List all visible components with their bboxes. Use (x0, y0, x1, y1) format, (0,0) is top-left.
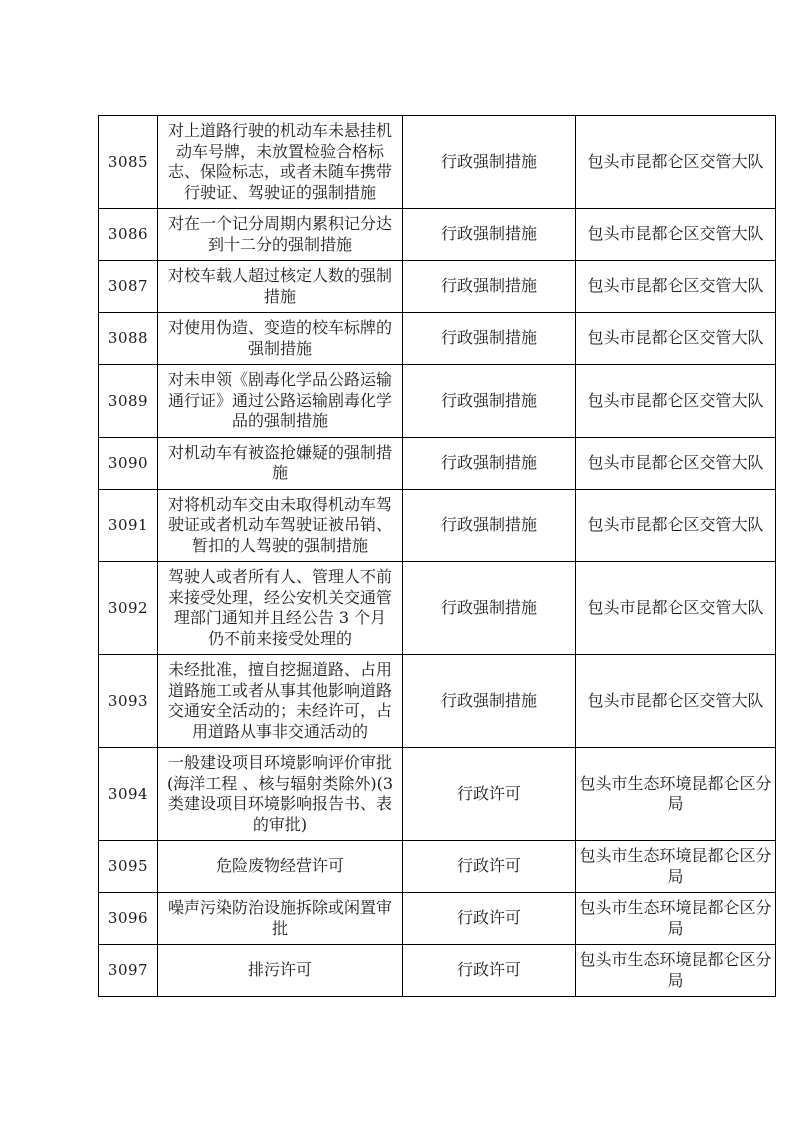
item-department-cell (576, 748, 776, 841)
item-type: 行政强制措施 (440, 515, 537, 534)
item-code-cell (99, 562, 158, 655)
item-code: 3090 (107, 453, 149, 472)
item-code: 3085 (107, 152, 149, 171)
item-type-cell (403, 437, 576, 489)
item-matter: 危险废物经营许可 (215, 856, 344, 876)
item-department-cell (576, 116, 776, 209)
table-row (99, 655, 776, 748)
item-matter: 排污许可 (247, 960, 312, 980)
item-code-cell (99, 655, 158, 748)
item-matter-cell (158, 313, 403, 365)
item-type: 行政强制措施 (440, 276, 537, 296)
table-row (99, 562, 776, 655)
approval-items-table-body (99, 116, 776, 997)
item-type-cell (403, 116, 576, 209)
item-department-cell (576, 945, 776, 997)
item-code: 3088 (107, 329, 149, 348)
item-matter-cell (158, 841, 403, 893)
item-type-cell (403, 313, 576, 365)
item-code-cell (99, 489, 158, 562)
item-type-cell (403, 562, 576, 655)
item-department-cell (576, 365, 776, 438)
table-row (99, 489, 776, 562)
table-row (99, 841, 776, 893)
item-matter-cell (158, 893, 403, 945)
item-matter: 对未申领《剧毒化学品公路运输通行证》通过公路运输剧毒化学品的强制措施 (167, 370, 392, 430)
item-department-cell (576, 437, 776, 489)
item-code: 3097 (107, 961, 149, 980)
item-type: 行政强制措施 (440, 390, 537, 410)
item-department-cell (576, 562, 776, 655)
item-matter-cell (158, 209, 403, 261)
item-matter: 一般建设项目环境影响评价审批(海洋工程 、核与辐射类除外)(3 类建设项目环境影响报告书、表的审批) (167, 753, 393, 834)
item-type-cell (403, 841, 576, 893)
item-code: 3095 (107, 857, 149, 876)
table-row (99, 365, 776, 438)
item-type: 行政强制措施 (440, 151, 537, 171)
item-department-cell (576, 841, 776, 893)
item-type-cell (403, 209, 576, 261)
item-type-cell (403, 748, 576, 841)
item-type: 行政强制措施 (440, 224, 537, 244)
item-department: 包头市昆都仑区交管大队 (587, 597, 764, 617)
item-type: 行政强制措施 (440, 597, 537, 617)
item-matter-cell (158, 945, 403, 997)
item-department: 包头市昆都仑区交管大队 (587, 690, 764, 710)
item-code-cell (99, 116, 158, 209)
item-matter: 对校车载人超过核定人数的强制措施 (167, 266, 392, 306)
item-department: 包头市生态环境昆都仑区分局 (579, 773, 772, 813)
item-code-cell (99, 313, 158, 365)
item-matter-cell (158, 489, 403, 562)
item-type-cell (403, 489, 576, 562)
item-matter: 对使用伪造、变造的校车标牌的强制措施 (167, 318, 392, 358)
item-matter-cell (158, 116, 403, 209)
table-row (99, 893, 776, 945)
item-department-cell (576, 261, 776, 313)
item-department-cell (576, 209, 776, 261)
item-code-cell (99, 893, 158, 945)
item-type: 行政许可 (456, 960, 521, 980)
item-matter: 对上道路行驶的机动车未悬挂机动车号牌，未放置检验合格标志、保险标志，或者未随车携带行驶证、驾驶证的强制措施 (167, 121, 392, 202)
item-department-cell (576, 655, 776, 748)
item-matter: 对将机动车交由未取得机动车驾驶证或者机动车驾驶证被吊销、暂扣的人驾驶的强制措施 (167, 494, 392, 555)
item-matter-cell (158, 748, 403, 841)
item-type-cell (403, 893, 576, 945)
item-code-cell (99, 748, 158, 841)
item-type-cell (403, 655, 576, 748)
table-row (99, 437, 776, 489)
item-department-cell (576, 489, 776, 562)
item-code-cell (99, 945, 158, 997)
item-matter-cell (158, 655, 403, 748)
item-code: 3087 (107, 277, 149, 296)
item-code-cell (99, 209, 158, 261)
item-type: 行政强制措施 (440, 690, 537, 710)
item-type: 行政许可 (456, 783, 521, 803)
table-row (99, 313, 776, 365)
item-department: 包头市昆都仑区交管大队 (587, 515, 764, 534)
item-department: 包头市昆都仑区交管大队 (587, 276, 764, 296)
item-department: 包头市生态环境昆都仑区分局 (579, 950, 772, 990)
item-code-cell (99, 365, 158, 438)
item-matter: 驾驶人或者所有人、管理人不前来接受处理，经公安机关交通管理部门通知并且经公告 3 个月仍不前来接受处理的 (167, 567, 392, 648)
item-department: 包头市生态环境昆都仑区分局 (579, 898, 772, 938)
item-matter: 对在一个记分周期内累积记分达到十二分的强制措施 (167, 214, 392, 254)
item-matter-cell (158, 562, 403, 655)
item-matter: 对机动车有被盗抢嫌疑的强制措施 (167, 442, 392, 482)
item-code: 3086 (107, 225, 149, 244)
item-code: 3093 (107, 691, 149, 710)
item-code: 3089 (107, 391, 149, 410)
item-department: 包头市昆都仑区交管大队 (587, 224, 764, 244)
item-type: 行政强制措施 (440, 328, 537, 348)
table-row (99, 261, 776, 313)
item-code-cell (99, 437, 158, 489)
item-type-cell (403, 365, 576, 438)
item-code-cell (99, 841, 158, 893)
approval-items-table (98, 115, 776, 997)
item-department: 包头市昆都仑区交管大队 (587, 328, 764, 348)
item-matter: 未经批准，擅自挖掘道路、占用道路施工或者从事其他影响道路交通安全活动的；未经许可，占用道路从事非交通活动的 (167, 660, 392, 741)
item-code-cell (99, 261, 158, 313)
table-row (99, 945, 776, 997)
table-row (99, 209, 776, 261)
item-type: 行政许可 (456, 856, 521, 876)
item-department-cell (576, 893, 776, 945)
item-type: 行政许可 (456, 908, 521, 928)
item-department: 包头市昆都仑区交管大队 (587, 452, 764, 472)
item-code: 3094 (107, 784, 149, 803)
item-department-cell (576, 313, 776, 365)
item-type-cell (403, 261, 576, 313)
item-department: 包头市昆都仑区交管大队 (587, 151, 764, 171)
item-department: 包头市生态环境昆都仑区分局 (579, 846, 772, 886)
item-code: 3091 (107, 516, 149, 534)
item-type-cell (403, 945, 576, 997)
item-matter-cell (158, 365, 403, 438)
item-matter-cell (158, 261, 403, 313)
item-matter: 噪声污染防治设施拆除或闲置审批 (167, 898, 392, 938)
item-department: 包头市昆都仑区交管大队 (587, 390, 764, 410)
item-code: 3096 (107, 909, 149, 928)
item-matter-cell (158, 437, 403, 489)
table-row (99, 748, 776, 841)
item-code: 3092 (107, 598, 149, 617)
item-type: 行政强制措施 (440, 452, 537, 472)
table-row (99, 116, 776, 209)
